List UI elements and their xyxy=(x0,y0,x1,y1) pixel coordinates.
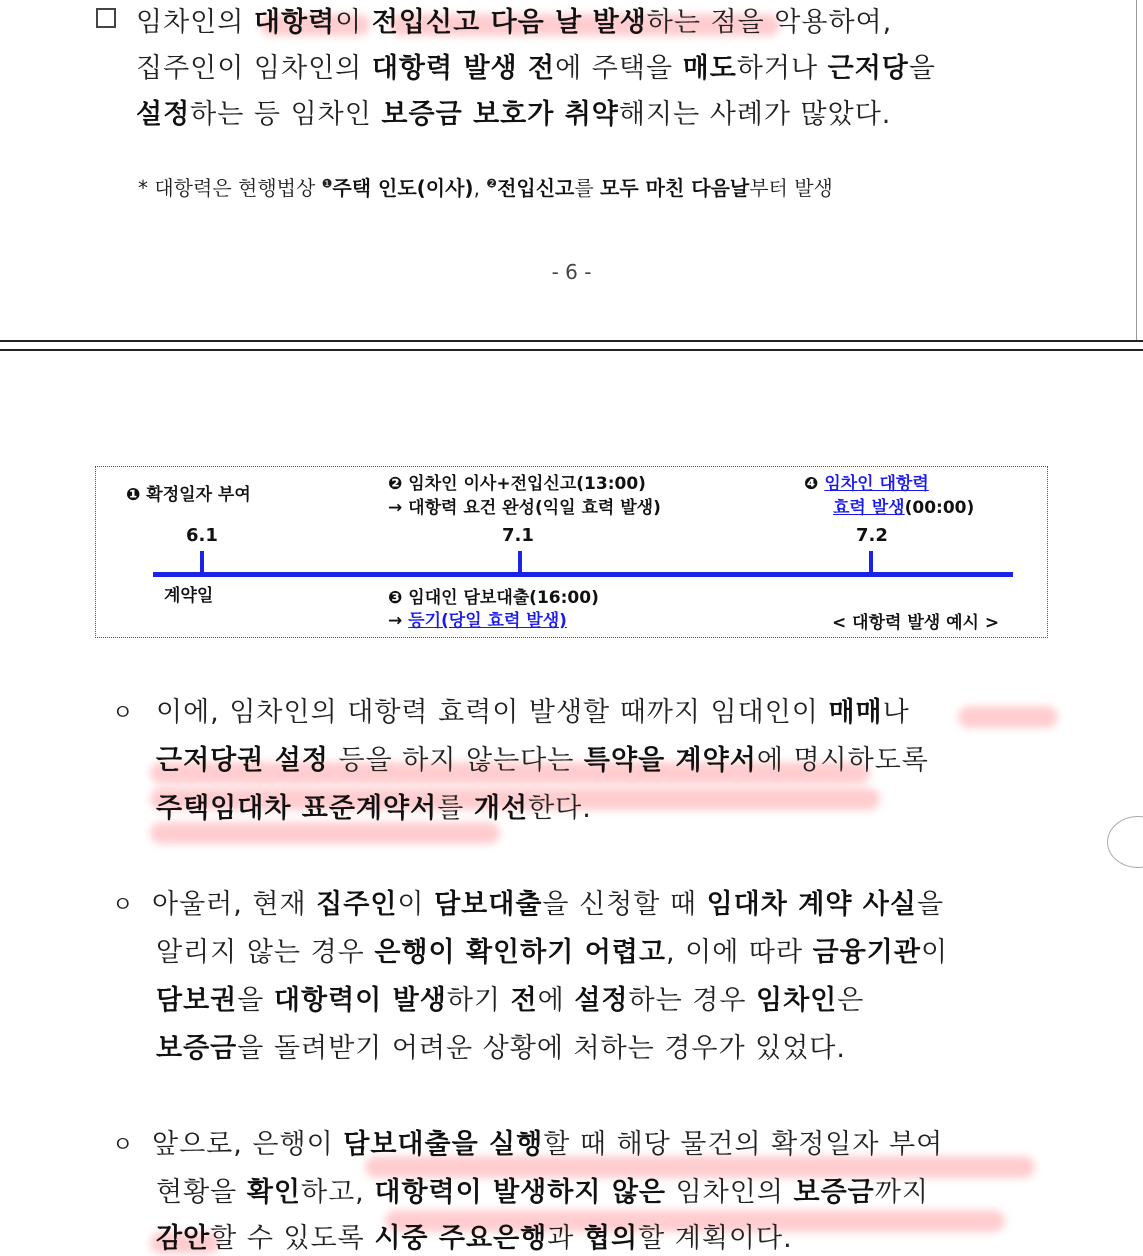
circled-number-marker: ❹ xyxy=(804,474,819,494)
bold-text: 보증금 xyxy=(156,1033,238,1064)
contract-day-label: 계약일 xyxy=(164,586,214,606)
para2-line-2 xyxy=(156,930,948,969)
circled-number-marker: ❷ xyxy=(486,176,498,191)
bold-text: 임차인 xyxy=(756,985,838,1016)
para2-line-1 xyxy=(152,882,944,921)
bold-text: 모두 마친 다음날 xyxy=(600,176,750,200)
para3-line-3 xyxy=(156,1216,793,1255)
timeline-item-2-line-1: ❷ 임차인 이사+전입신고(13:00) xyxy=(388,474,646,494)
timeline-item-2-line-2: → 대항력 요건 완성(익일 효력 발생) xyxy=(388,498,661,518)
text: 나 xyxy=(882,697,910,728)
bold-text: 은행이 확인하기 어렵고 xyxy=(374,937,666,968)
timeline-item-1: ❶ 확정일자 부여 xyxy=(126,485,251,505)
text: 을 돌려받기 어려운 상황에 처하는 경우가 있었다. xyxy=(237,1033,846,1064)
bold-text: 근저당권 설정 xyxy=(156,745,329,776)
page-edge xyxy=(1136,0,1143,340)
date-label: 6.1 xyxy=(186,525,218,546)
bold-text: 담보권 xyxy=(156,985,238,1016)
text: 에 xyxy=(537,985,575,1016)
text: 하는 점을 악용하여, xyxy=(646,7,893,38)
bullet-marker: ㅇ xyxy=(112,1133,134,1158)
text: 앞으로, 은행이 xyxy=(152,1129,344,1160)
para1-line-3 xyxy=(156,786,592,825)
bold-text: 시중 주요은행 xyxy=(374,1223,548,1254)
footnote xyxy=(138,172,833,201)
page-separator xyxy=(0,340,1143,342)
text: 할 계획이다. xyxy=(638,1223,793,1254)
para2-line-3 xyxy=(156,978,864,1017)
bold-text: 담보대출을 실행 xyxy=(343,1129,544,1160)
bold-text: 주택 인도(이사) xyxy=(332,176,474,200)
floating-scroll-button[interactable] xyxy=(1107,816,1143,868)
timeline-item-4-line-2 xyxy=(833,497,974,520)
bold-text: 대항력 발생 전 xyxy=(371,53,556,84)
text: 부터 발생 xyxy=(749,176,833,200)
text: 이 xyxy=(335,7,372,38)
checkbox-square xyxy=(96,8,116,28)
date-label: 7.2 xyxy=(856,525,888,546)
top-line-1 xyxy=(136,0,892,39)
date-label: 7.1 xyxy=(502,525,534,546)
text: 아울러, 현재 xyxy=(152,889,317,920)
timeline-diagram xyxy=(95,466,1048,638)
bold-text: 전입신고 다음 날 발생 xyxy=(371,7,647,38)
para2-line-4 xyxy=(156,1026,846,1065)
bold-text: 근저당 xyxy=(827,53,909,84)
top-line-2 xyxy=(136,46,936,85)
text: 하거나 xyxy=(736,53,828,84)
para1-line-1 xyxy=(156,690,910,729)
text: 임차인의 xyxy=(665,1177,794,1208)
page-number: - 6 - xyxy=(551,260,592,284)
bold-text: 전 xyxy=(510,985,538,1016)
circled-number-marker: ❶ xyxy=(321,176,333,191)
bold-text: 확인 xyxy=(246,1177,302,1208)
bold-text: 대항력이 발생 xyxy=(273,985,447,1016)
bold-text: 주택임대차 표준계약서 xyxy=(156,793,438,824)
bold-text: 설정 xyxy=(136,99,191,130)
top-line-3 xyxy=(136,92,891,131)
text: 를 xyxy=(437,793,474,824)
blue-underlined-text: 임차인 대항력 xyxy=(824,474,929,494)
text: , xyxy=(473,176,487,200)
bold-text: 감안 xyxy=(156,1223,211,1254)
text: (00:00) xyxy=(904,498,975,518)
text: 하는 등 임차인 xyxy=(190,99,382,130)
text: 을 xyxy=(908,53,936,84)
text: 임차인의 xyxy=(136,7,254,38)
text: 은 xyxy=(837,985,865,1016)
highlight-mark xyxy=(150,822,500,844)
bold-text: 담보대출 xyxy=(434,889,543,920)
timeline-item-3-line-1: ❸ 임대인 담보대출(16:00) xyxy=(388,588,599,608)
timeline-item-4 xyxy=(804,473,929,496)
text: 과 xyxy=(547,1223,584,1254)
diagram-caption: < 대항력 발생 예시 > xyxy=(832,613,1000,633)
bold-text: 보증금 xyxy=(793,1177,875,1208)
text: 을 xyxy=(916,889,945,920)
bold-text: 집주인 xyxy=(316,889,398,920)
text: , 이에 따라 xyxy=(665,937,813,968)
text: 이에, 임차인의 대항력 효력이 발생할 때까지 임대인이 xyxy=(156,697,829,728)
text: 등을 하지 않는다는 xyxy=(328,745,584,776)
timeline-axis xyxy=(153,572,1013,577)
bold-text: 보증금 보호가 취약 xyxy=(381,99,619,130)
text: 알리지 않는 경우 xyxy=(156,937,375,968)
bold-text: 특약을 계약서 xyxy=(583,745,757,776)
timeline-item-3-line-2 xyxy=(388,610,567,633)
para1-line-2 xyxy=(156,738,929,777)
bold-text: 대항력 xyxy=(253,7,336,38)
highlight-mark xyxy=(958,706,1058,728)
text: 하는 경우 xyxy=(628,985,757,1016)
arrow-text: → xyxy=(388,611,409,631)
bullet-marker: ㅇ xyxy=(112,893,134,918)
bold-text: 금융기관 xyxy=(812,937,921,968)
page-separator xyxy=(0,349,1143,351)
para3-line-1 xyxy=(152,1122,943,1161)
blue-underlined-text: 효력 발생 xyxy=(833,498,905,518)
text: 에 명시하도록 xyxy=(756,745,929,776)
para3-line-2 xyxy=(156,1170,929,1209)
text: 까지 xyxy=(874,1177,929,1208)
bold-text: 개선 xyxy=(473,793,529,824)
bold-text: 매매 xyxy=(828,697,883,728)
text: 이 xyxy=(920,937,949,968)
text: 한다. xyxy=(528,793,592,824)
text: 를 xyxy=(574,176,601,200)
text: 을 신청할 때 xyxy=(542,889,707,920)
text: 해지는 사례가 많았다. xyxy=(618,99,892,130)
blue-underlined-text: 등기(당일 효력 발생) xyxy=(408,611,567,631)
text: 에 주택을 xyxy=(555,53,683,84)
text: 할 수 있도록 xyxy=(210,1223,375,1254)
text: 이 xyxy=(397,889,435,920)
text: 을 xyxy=(237,985,274,1016)
bold-text: 협의 xyxy=(583,1223,639,1254)
bold-text: 매도 xyxy=(682,53,737,84)
bold-text: 전입신고 xyxy=(497,176,575,200)
text: 할 때 해당 물건의 확정일자 부여 xyxy=(543,1129,944,1160)
bold-text: 임대차 계약 사실 xyxy=(706,889,917,920)
text: * 대항력은 현행법상 xyxy=(138,176,322,200)
bullet-marker: ㅇ xyxy=(112,701,134,726)
text: 하기 xyxy=(446,985,511,1016)
text: 하고, xyxy=(301,1177,375,1208)
text: 집주인이 임차인의 xyxy=(136,53,372,84)
bold-text: 설정 xyxy=(574,985,629,1016)
bold-text: 대항력이 발생하지 않은 xyxy=(374,1177,666,1208)
text: 현황을 xyxy=(156,1177,247,1208)
